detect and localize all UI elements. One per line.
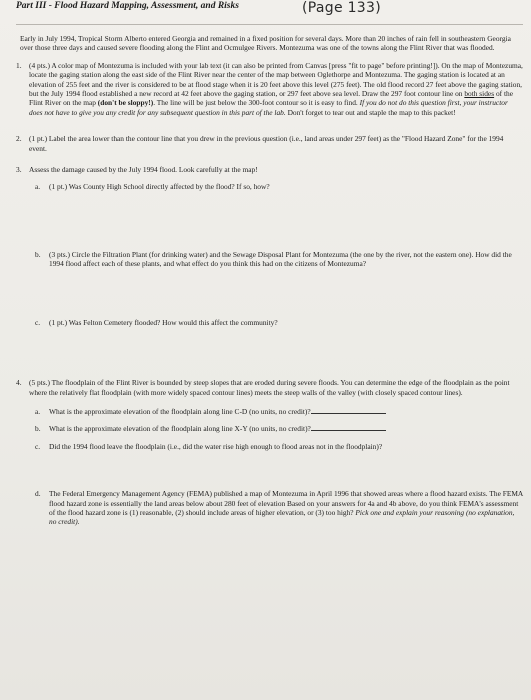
question-4 xyxy=(16,378,523,397)
question-4d xyxy=(35,489,523,527)
question-1 xyxy=(16,61,523,117)
question-4b-label: What is the approximate elevation of the floodplain along line X-Y (no units, no credit)? xyxy=(49,424,311,434)
question-4-text: (5 pts.) The floodplain of the Flint River is bounded by steep slopes that are eroded during severe floods. You can determine the edge of the floodplain as the point where the relatively flat floodplain (with more widely spaced contour lines) meets the steep walls of the valley (with closely spaced contour lines). xyxy=(29,378,510,397)
question-3c-text: (1 pt.) Was Felton Cemetery flooded? How would this affect the community? xyxy=(49,317,278,327)
subquestion-letter: b. xyxy=(35,249,41,259)
explain-instruction: Pick one and explain your reasoning (no explanation, no credit). xyxy=(49,507,515,527)
question-1-text xyxy=(29,61,523,117)
subquestion-letter: c. xyxy=(35,441,41,451)
handwritten-page-note: (Page 133) xyxy=(302,0,381,16)
question-4b xyxy=(35,424,523,433)
question-4a-label: What is the approximate elevation of the floodplain along line C-D (no units, no credit)? xyxy=(49,406,311,416)
question-2-text: (1 pt.) Label the area lower than the contour line that you drew in the previous question (i.e., land areas under 297 feet) as the "Flood Hazard Zone" for the 1994 event. xyxy=(29,134,504,153)
subquestion-letter: a. xyxy=(35,182,41,192)
question-3c xyxy=(35,318,523,327)
question-3-text: Assess the damage caused by the July 1994 flood. Look carefully at the map! xyxy=(29,165,258,175)
question-4d-label: The Federal Emergency Management Agency (FEMA) published a map of Montezuma in April 1996 that showed areas where a flood hazard exists. The FEMA flood hazard zone is essentially the land areas below about 280 feet of elevation Based on your answers for 4a and 4b above, do you think FEMA's assessment of the flood hazard zone is (1) reasonable, (2) should include areas of higher elevation, or (3) too high? xyxy=(49,489,523,517)
subquestion-letter: a. xyxy=(35,406,41,416)
question-3b-text: (3 pts.) Circle the Filtration Plant (for drinking water) and the Sewage Disposal Plant for Montezuma (the one by the river, not the eastern one). How did the 1994 flood affect each of these plants, and what effect do you think this had on the citizens of Montezuma? xyxy=(49,249,512,269)
question-1-text-part: . The line will be just below the 300-foot contour so it is easy to find. xyxy=(153,98,360,108)
section-title: Part III - Flood Hazard Mapping, Assessment, and Risks xyxy=(16,1,239,11)
question-1-text-part: (4 pts.) A color map of Montezuma is included with your lab text (it can also be printed from Canvas [press "fit to page" before printing!]). On the map of Montezuma, locate the gaging station along the east side of the Flint River near the center of the map between Oglethorpe and Montezuma. The gaging station is located at an elevation of 255 feet and the river is considered to be at flood stage when it is 20 feet above this level (275 feet). The old flood record 27 feet above the gaging station, but the July 1994 flood established a new record at 42 feet above the gaging station, or 297 feet above sea level. Draw the 297 foot contour line on xyxy=(29,60,523,99)
subquestion-letter: c. xyxy=(35,317,41,327)
question-number: 1. xyxy=(16,60,22,70)
subquestion-letter: b. xyxy=(35,424,41,434)
question-3a-text: (1 pt.) Was County High School directly affected by the flood? If so, how? xyxy=(49,182,270,192)
question-4b-text xyxy=(49,424,523,433)
question-3a xyxy=(35,182,523,191)
question-number: 4. xyxy=(16,378,22,388)
question-2 xyxy=(16,134,523,153)
subquestion-letter: d. xyxy=(35,489,41,499)
question-4c xyxy=(35,442,523,451)
answer-line[interactable] xyxy=(311,407,386,414)
question-1-text-part: of the Flint River on the map xyxy=(29,89,513,108)
question-1-text-part: Don't forget to tear out and staple the map to this packet! xyxy=(285,107,456,117)
answer-line[interactable] xyxy=(311,424,386,431)
question-3b xyxy=(35,250,523,269)
question-4a-text xyxy=(49,407,523,416)
credit-warning: If you do not do this question first, your instructor does not have to give you any credit for any subsequent question in this part of the lab. xyxy=(29,98,508,117)
both-sides-emphasis: both sides xyxy=(464,89,495,99)
question-4a xyxy=(35,407,523,416)
question-3 xyxy=(16,165,523,174)
question-number: 2. xyxy=(16,134,22,144)
question-4c-text: Did the 1994 flood leave the floodplain (i.e., did the water rise high enough to flood areas not in the floodplain)? xyxy=(49,441,383,451)
page-header xyxy=(16,0,523,25)
dont-be-sloppy-emphasis: (don't be sloppy!) xyxy=(97,98,154,108)
question-number: 3. xyxy=(16,165,22,175)
question-4d-text xyxy=(49,489,523,527)
intro-paragraph: Early in July 1994, Tropical Storm Alberto entered Georgia and remained in a fixed position for several days. More than 20 inches of rain fell in southeastern Georgia over those three days and caused severe flooding along the Flint and Ocmulgee Rivers. Montezuma was one of the towns along the Flint River that was flooded. xyxy=(20,34,511,53)
